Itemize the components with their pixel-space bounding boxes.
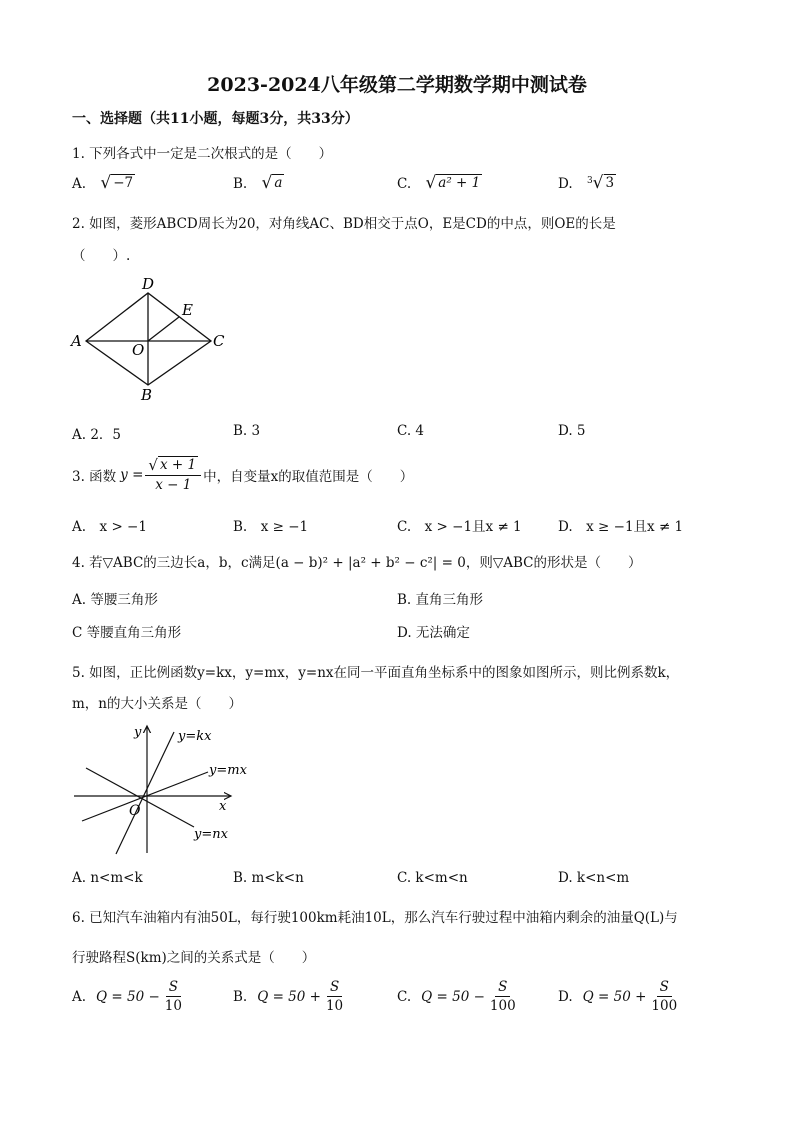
q3-option-a: A. x > −1: [72, 519, 147, 535]
q5-option-d: D. k<n<m: [558, 870, 630, 886]
label-a: A: [71, 332, 82, 350]
q6-option-d: [558, 978, 682, 1015]
q2-stem: 2. 如图，菱形ABCD周长为20，对角线AC、BD相交于点O，E是CD的中点，则OE的长是: [72, 216, 616, 232]
q1-option-d: [558, 174, 616, 192]
q1-b-label: B.: [233, 176, 248, 192]
label-b: B: [141, 386, 153, 404]
q5-option-c: C. k<m<n: [397, 870, 468, 886]
q1-d-label: D.: [558, 176, 573, 192]
q4-option-a: A. 等腰三角形: [72, 592, 158, 608]
q3-option-c: C. x > −1且x ≠ 1: [397, 519, 522, 535]
q6-b-label: B.: [233, 988, 248, 1005]
q6-c-den: 100: [489, 998, 516, 1014]
linear-functions-graph: [66, 718, 266, 858]
q2-option-a: A. 2．5: [72, 427, 122, 443]
label-d: D: [142, 275, 155, 293]
q1-a-label: A.: [72, 176, 87, 192]
label-nx: y=nx: [194, 827, 228, 842]
q3-option-b: B. x ≥ −1: [233, 519, 309, 535]
q3-fraction: [145, 456, 201, 494]
q3-numerator-sqrt: √ x + 1: [148, 456, 197, 474]
q6-option-a: [72, 978, 187, 1015]
q1-d-expr: 3: [605, 175, 615, 191]
y-axis-label: y: [134, 725, 142, 740]
q6-c-expr: Q = 50 −: [421, 988, 485, 1005]
q1-stem: 1. 下列各式中一定是二次根式的是（ ）: [72, 146, 333, 162]
page-title: 2023-2024八年级第二学期数学期中测试卷: [207, 74, 587, 96]
q6-b-den: 10: [325, 998, 344, 1014]
x-axis-label: x: [219, 799, 227, 814]
q6-a-den: 10: [164, 998, 182, 1014]
q6-d-label: D.: [558, 988, 573, 1005]
q6-option-b: [233, 978, 348, 1015]
q2-option-c: C. 4: [397, 423, 425, 439]
q1-d-index: 3: [586, 175, 593, 186]
q5-stem: 5. 如图，正比例函数y=kx，y=mx，y=nx在同一平面直角坐标系中的图象如图所示，则比例系数k，: [72, 665, 680, 681]
q6-b-num: S: [327, 978, 342, 997]
q6-c-num: S: [495, 978, 510, 997]
q1-c-expr: a² + 1: [438, 175, 481, 191]
q1-b-expr: a: [274, 175, 283, 191]
q1-b-sqrt: √ a: [261, 173, 283, 193]
rhombus-figure: [66, 272, 236, 407]
q3-stem: [72, 456, 413, 494]
q6-a-label: A.: [72, 988, 87, 1005]
q2-stem-cont: （ ）.: [72, 248, 131, 264]
q1-d-cbrt: √ 3: [592, 173, 615, 193]
q1-c-sqrt: √ a² + 1: [425, 173, 481, 193]
q2-option-b: B. 3: [233, 423, 261, 439]
q3-denominator: x − 1: [155, 477, 192, 493]
q3-stem-pre: 3. 函数: [72, 469, 117, 485]
q6-d-den: 100: [651, 998, 678, 1014]
label-o: O: [132, 341, 145, 359]
q6-stem: 6. 已知汽车油箱内有油50L，每行驶100km耗油10L，那么汽车行驶过程中油箱内剩余的油量Q(L)与: [72, 910, 678, 926]
section-heading: 一、选择题（共11小题，每题3分，共33分）: [72, 111, 359, 127]
q5-option-a: A. n<m<k: [72, 870, 143, 886]
q3-numerator: x + 1: [159, 457, 197, 473]
q4-stem: 4. 若▽ABC的三边长a，b，c满足(a − b)² + |a² + b² − c²| = 0，则▽ABC的形状是（ ）: [72, 555, 642, 571]
q4-option-d: D. 无法确定: [397, 625, 470, 641]
label-c: C: [213, 332, 225, 350]
q1-a-expr: −7: [113, 175, 134, 191]
label-mx: y=mx: [209, 763, 247, 778]
q6-a-num: S: [166, 978, 181, 997]
q1-c-label: C.: [397, 176, 412, 192]
q6-stem-cont: 行驶路程S(km)之间的关系式是（ ）: [72, 950, 316, 966]
q6-d-expr: Q = 50 +: [582, 988, 647, 1005]
segment-oe: [148, 317, 179, 341]
q1-option-a: [72, 174, 135, 192]
q1-a-sqrt: √ −7: [100, 173, 134, 193]
label-kx: y=kx: [178, 729, 212, 744]
label-e: E: [182, 301, 193, 319]
q5-stem-cont: m，n的大小关系是（ ）: [72, 696, 242, 712]
q6-c-label: C.: [397, 988, 412, 1005]
q1-option-c: [397, 174, 482, 192]
q4-option-c: C 等腰直角三角形: [72, 625, 182, 641]
q6-b-expr: Q = 50 +: [257, 988, 321, 1005]
q3-option-d: D. x ≥ −1且x ≠ 1: [558, 519, 684, 535]
q3-y: y =: [120, 467, 144, 483]
q1-option-b: [233, 174, 284, 192]
q3-stem-post: 中，自变量x的取值范围是（ ）: [203, 469, 414, 485]
q6-a-expr: Q = 50 −: [96, 988, 160, 1005]
q2-option-d: D. 5: [558, 423, 586, 439]
origin-label: O: [129, 803, 141, 819]
q6-option-c: [397, 978, 521, 1015]
q4-option-b: B. 直角三角形: [397, 592, 484, 608]
q6-d-num: S: [657, 978, 672, 997]
q5-option-b: B. m<k<n: [233, 870, 304, 886]
line-kx: [116, 732, 174, 854]
